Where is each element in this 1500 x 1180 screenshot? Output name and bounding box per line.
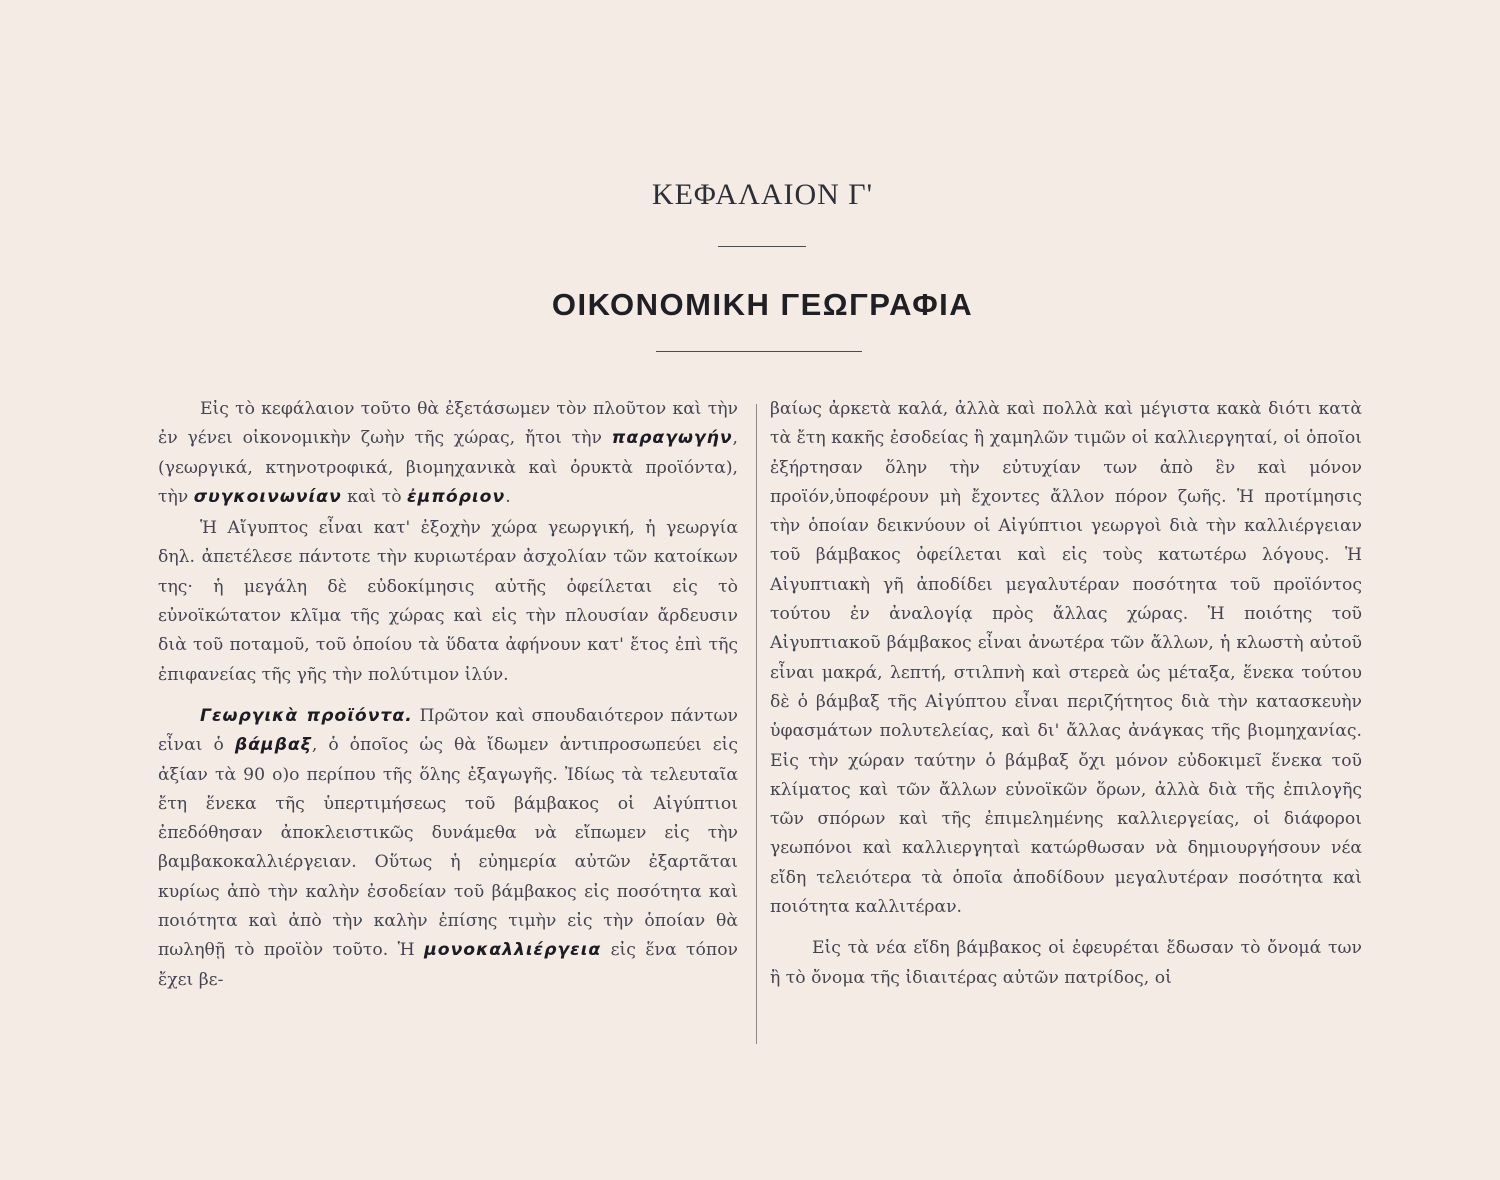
text-run: . [505, 486, 511, 507]
highlight-monoculture: μονοκαλλιέργεια [424, 940, 602, 961]
text-run: καὶ τὸ [341, 486, 408, 507]
chapter-rule [718, 246, 806, 247]
text-run: , (γεωργικά, κτηνοτροφικά, βιομηχανικὰ καὶ ὀρυκτὰ προϊόντα), τὴν [158, 428, 738, 507]
left-column [158, 395, 738, 995]
highlight-communication: συγκοινωνίαν [193, 486, 342, 507]
text-run: Πρῶτον καὶ σπουδαιότερον πάντων εἶναι ὁ [158, 705, 738, 756]
title-rule [656, 351, 862, 352]
intro-paragraph [158, 395, 738, 512]
text-run: Εἰς τὸ κεφάλαιον τοῦτο θὰ ἐξετάσωμεν τὸν πλοῦτον καὶ τὴν ἐν γένει οἰκονομικὴν ζωὴν τῆς χώρας, ἤτοι τὴν [158, 399, 738, 449]
chapter-heading: ΚΕΦΑΛΑΙΟΝ Γ' [651, 178, 874, 211]
highlight-cotton: βάμβαξ [234, 735, 312, 756]
highlight-production: παραγωγήν [611, 428, 733, 449]
text-run: εἰς ἕνα τόπον ἔχει βε- [158, 940, 738, 990]
egypt-paragraph: Ἡ Αἴγυπτος εἶναι κατ' ἐξοχὴν χώρα γεωργική, ἡ γεωργία δηλ. ἀπετέλεσε πάντοτε τὴν κυριωτέραν ἀσχολίαν τῶν κατοίκων της· ἡ μεγάλη δὲ εὐδοκίμησις αὐτῆς ὀφείλεται εἰς τὸ εὐνοϊκώτατον κλῖμα τῆς χώρας καὶ εἰς τὴν πλουσίαν ἄρδευσιν διὰ τοῦ ποταμοῦ, τοῦ ὁποίου τὰ ὕδατα ἀφήνουν κατ' ἔτος ἐπὶ τῆς ἐπιφανείας τῆς γῆς τὴν πολύτιμον ἰλύν. [158, 518, 738, 685]
agricultural-products-paragraph [158, 702, 738, 995]
highlight-commerce: ἐμπόριον [407, 486, 506, 507]
section-heading-agricultural-products: Γεωργικὰ προϊόντα. [200, 705, 413, 726]
cotton-continuation-paragraph: βαίως ἀρκετὰ καλά, ἀλλὰ καὶ πολλὰ καὶ μέγιστα κακὰ διότι κατὰ τὰ ἔτη κακῆς ἐσοδείας ἢ χαμηλῶν τιμῶν οἱ καλλιεργηταί, οἱ ὁποῖοι ἐξήρτησαν ὅλην τὴν εὐτυχίαν των ἀπὸ ἓν καὶ μόνον προϊόν,ὑποφέρουν μὴ ἔχοντες ἄλλον πόρον ζωῆς. Ἡ προτίμησις τὴν ὁποίαν δεικνύουν οἱ Αἰγύπτιοι γεωργοὶ διὰ τὴν καλλιέργειαν τοῦ βάμβακος ὀφείλεται καὶ εἰς τοὺς κατωτέρω λόγους. Ἡ Αἰγυπτιακὴ γῆ ἀποδίδει μεγαλυτέραν ποσότητα τοῦ προϊόντος τούτου ἐν ἀναλογίᾳ πρὸς ἄλλας χώρας. Ἡ ποιότης τοῦ Αἰγυπτιακοῦ βάμβακος εἶναι ἀνωτέρα τῶν ἄλλων, ἡ κλωστὴ αὐτοῦ εἶναι μακρά, λεπτή, στιλπνὴ καὶ στερεὰ ὡς μέταξα, ἕνεκα τούτου δὲ ὁ βάμβαξ τῆς Αἰγύπτου εἶναι περιζήτητος διὰ τὴν κατασκευὴν ὑφασμάτων πολυτελείας, καὶ δι' ἄλλας ἀνάγκας τῆς βιομηχανίας. Εἰς τὴν χώραν ταύτην ὁ βάμβαξ ὄχι μόνον εὐδοκιμεῖ ἕνεκα τοῦ κλίματος καὶ τῶν ἄλλων εὐνοϊκῶν ὅρων, ἀλλὰ διὰ τῆς ἐπιλογῆς τῶν σπόρων καὶ τῆς ἐπιμελημένης καλλιεργείας, οἱ διάφοροι γεωπόνοι καὶ καλλιεργηταὶ κατώρθωσαν νὰ δημιουργήσουν νέα εἴδη τελειότερα τὰ ὁποῖα ἀποδίδουν μεγαλυτέραν ποσότητα καὶ ποιότητα καλλιτέραν. [770, 399, 1362, 918]
page-title: ΟΙΚΟΝΟΜΙΚΗ ΓΕΩΓΡΑΦΙΑ [551, 287, 974, 322]
column-divider [756, 404, 757, 1044]
text-run: , ὁ ὁποῖος ὡς θὰ ἴδωμεν ἀντιπροσωπεύει εἰς ἀξίαν τὰ 90 ο)ο περίπου τῆς ὅλης ἐξαγωγῆς. Ἰδίως τὰ τελευταῖα ἔτη ἕνεκα τῆς ὑπερτιμήσεως τοῦ βάμβακος οἱ Αἰγύπτιοι ἐπεδόθησαν ἀποκλειστικῶς δυνάμεθα νὰ εἴπωμεν εἰς τὴν βαμβακοκαλλιέργειαν. Οὕτως ἡ εὐημερία αὐτῶν ἐξαρτᾶται κυρίως ἀπὸ τὴν καλὴν ἐσοδείαν τοῦ βάμβακος εἰς ποσότητα καὶ ποιότητα καὶ ἀπὸ τὴν καλὴν ἐπίσης τιμὴν εἰς τὴν ὁποίαν θὰ πωληθῇ τὸ προϊὸν τοῦτο. Ἡ [158, 735, 738, 961]
cotton-varieties-paragraph: Εἰς τὰ νέα εἴδη βάμβακος οἱ ἐφευρέται ἔδωσαν τὸ ὄνομά των ἢ τὸ ὄνομα τῆς ἰδιαιτέρας αὐτῶν πατρίδος, οἱ [770, 938, 1362, 988]
right-column [770, 395, 1362, 993]
